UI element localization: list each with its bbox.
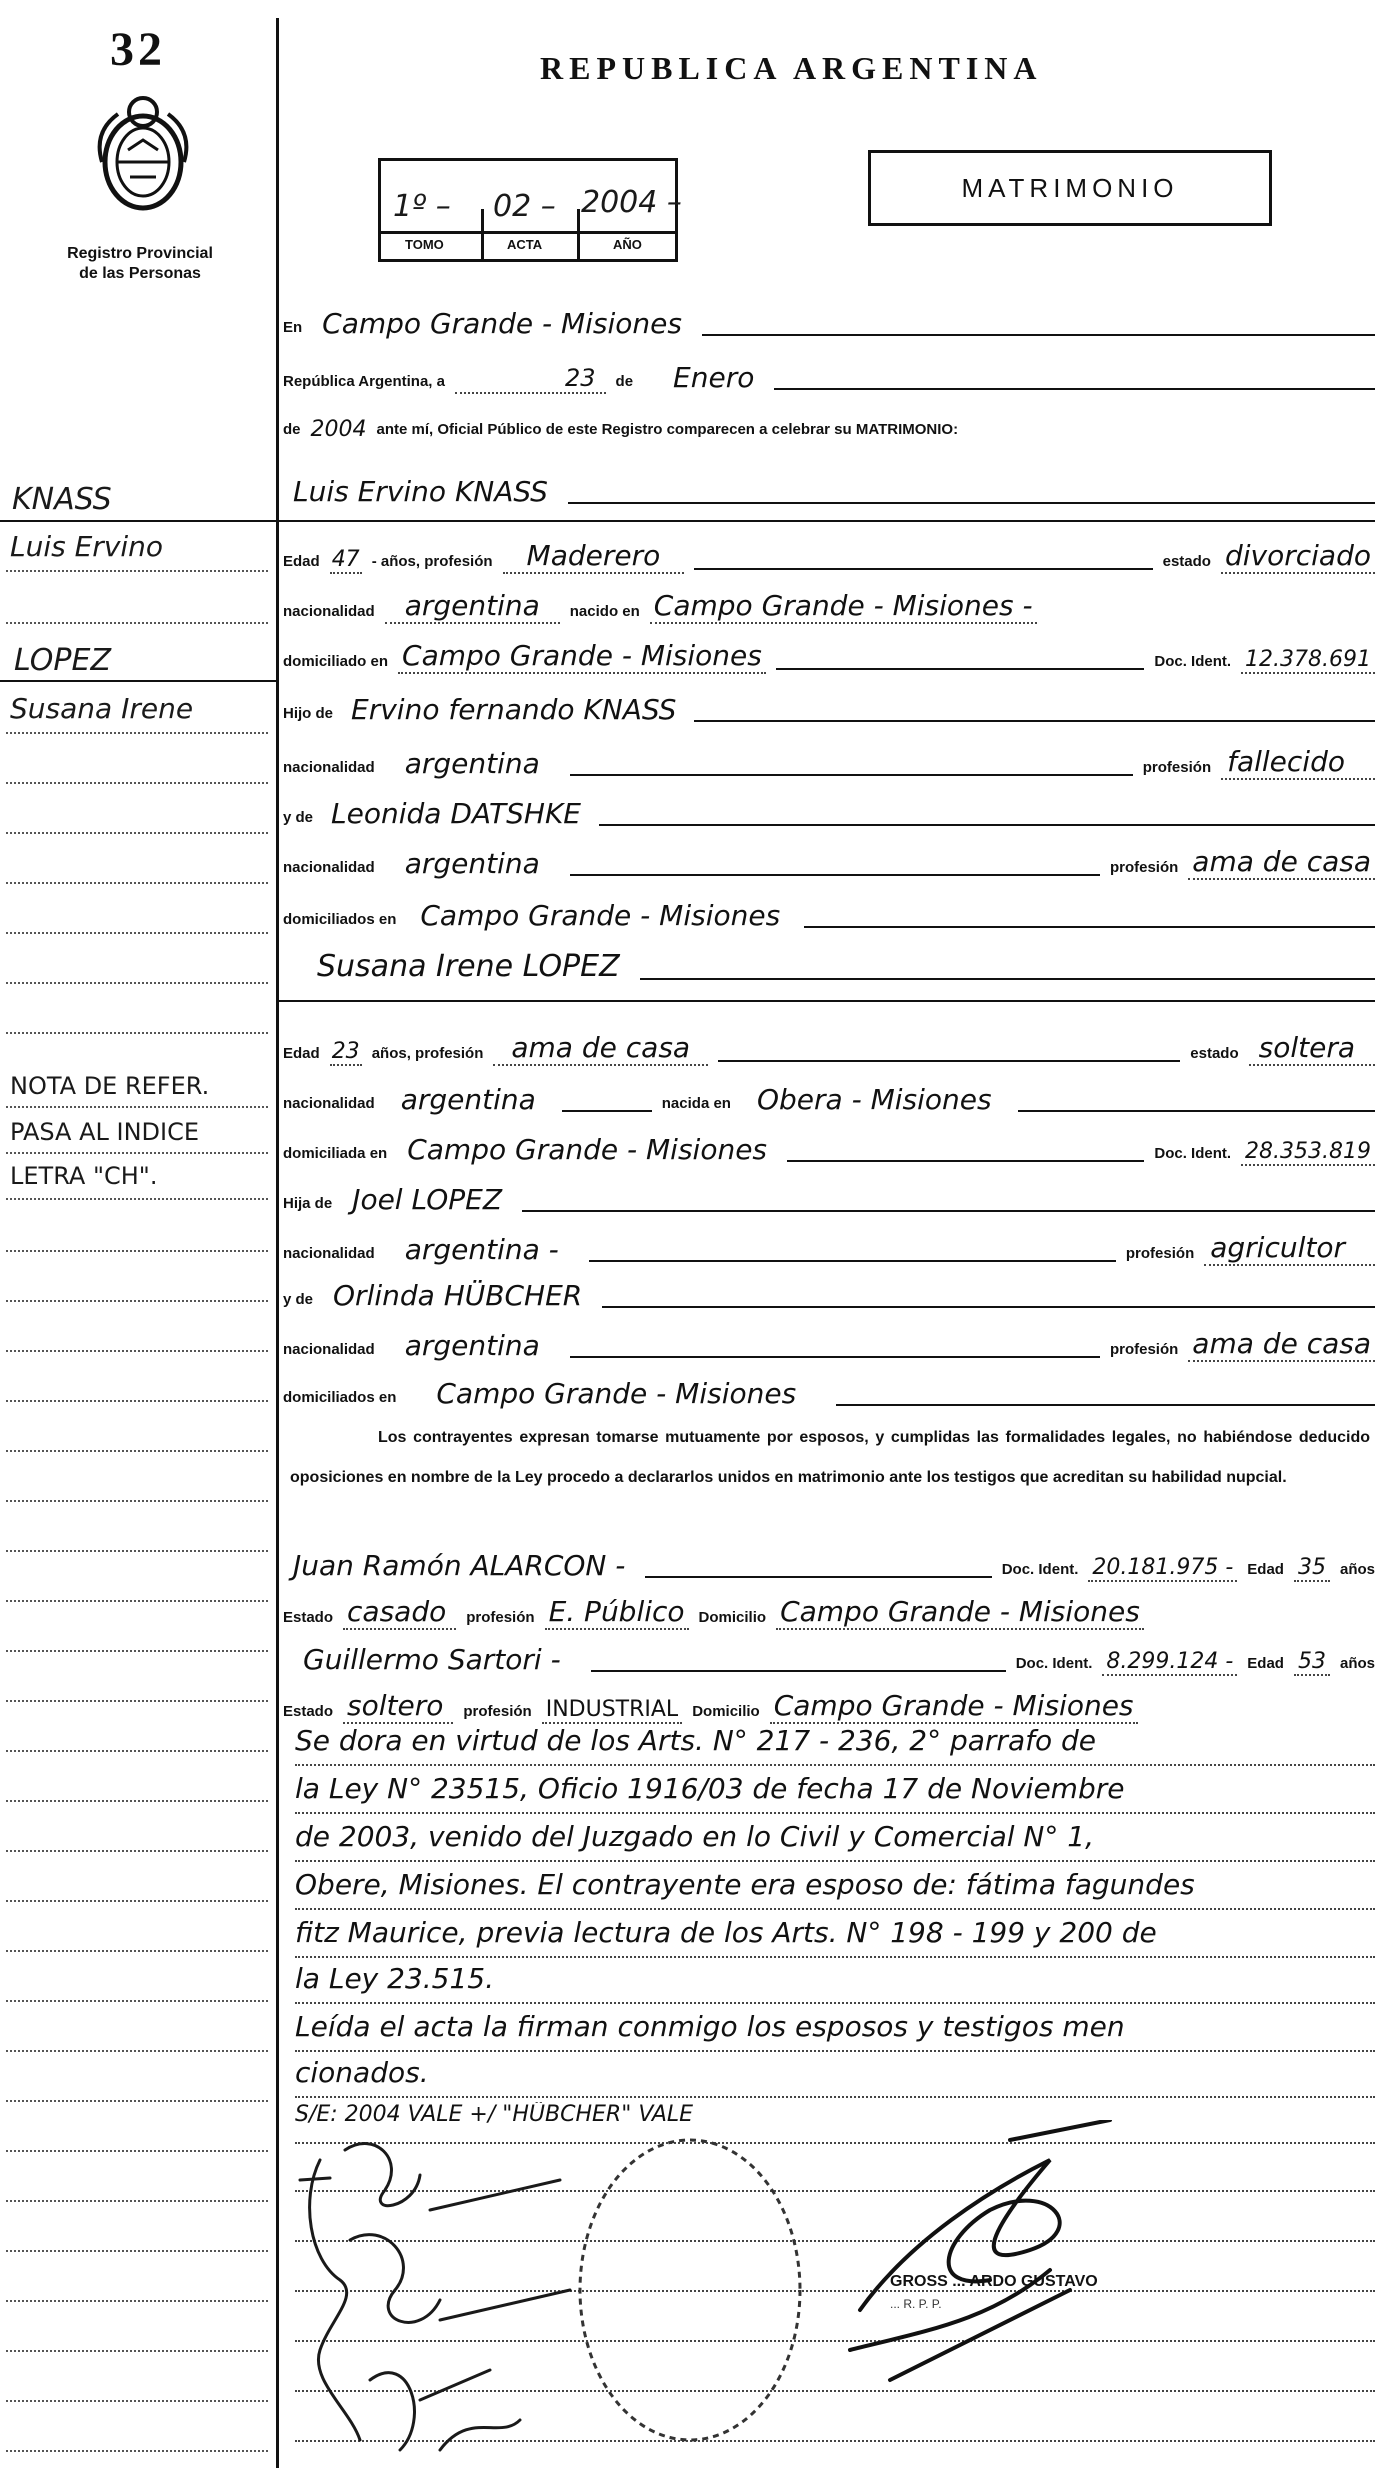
- bride-mother-nat-label: nacionalidad: [283, 1341, 375, 1358]
- margin-line: [6, 1198, 268, 1200]
- bride-nat-row: [283, 1072, 1375, 1116]
- margin-line: [6, 982, 268, 984]
- registry-line-2: de las Personas: [79, 265, 201, 282]
- margin-line: [6, 1400, 268, 1402]
- groom-mother-prof-label: profesión: [1109, 859, 1179, 876]
- witness2-doc: 8.299.124 -: [1102, 1649, 1237, 1676]
- fill-line: [774, 388, 1375, 390]
- witness2-domicile: Campo Grande - Misiones: [770, 1689, 1138, 1724]
- bride-doc-label: Doc. Ident.: [1154, 1145, 1232, 1162]
- bride-dom-row: [283, 1122, 1375, 1166]
- groom-hijo-label: Hijo de: [283, 705, 334, 722]
- bride-nacida-label: nacida en: [661, 1095, 731, 1112]
- bride-parents-dom-row: [283, 1366, 1375, 1410]
- official-seal: [580, 2140, 800, 2440]
- groom-mother-row: [283, 786, 1375, 830]
- groom-estado-label: estado: [1162, 553, 1211, 570]
- margin-line: [6, 1650, 268, 1652]
- witness2-estado: soltero: [343, 1689, 453, 1724]
- groom-nat-row: [283, 580, 1375, 624]
- margin-line: [6, 1750, 268, 1752]
- fill-line: [702, 334, 1375, 336]
- margin-line: [6, 932, 268, 934]
- margin-note-line-3: LETRA "CH".: [10, 1162, 158, 1190]
- bride-dom-label: domiciliada en: [283, 1145, 388, 1162]
- place-value: Campo Grande - Misiones: [322, 307, 682, 340]
- fill-line: [776, 668, 1145, 670]
- groom-yde-label: y de: [283, 809, 314, 826]
- witness1-detail-row: [283, 1586, 1375, 1630]
- margin-line: [6, 2000, 268, 2002]
- groom-parents-domicile: Campo Grande - Misiones: [420, 899, 781, 932]
- certificate-type-box: [868, 150, 1272, 226]
- fill-line: [562, 1110, 652, 1112]
- groom-domicile: Campo Grande - Misiones: [398, 639, 766, 674]
- fill-line: [591, 1670, 1006, 1672]
- margin-line: [6, 1700, 268, 1702]
- bride-mother-nat-row: [283, 1318, 1375, 1362]
- day-value: 23: [455, 364, 606, 394]
- note-line: la Ley N° 23515, Oficio 1916/03 de fecha 17 de Noviembre: [295, 1772, 1375, 1814]
- margin-line: [6, 1106, 268, 1108]
- bride-father-row: [283, 1172, 1375, 1216]
- fill-line: [694, 568, 1152, 570]
- bride-father-prof-label: profesión: [1125, 1245, 1195, 1262]
- margin-separator: [0, 520, 276, 522]
- bride-mother: Orlinda HÜBCHER: [333, 1279, 583, 1312]
- fill-line: [568, 502, 1375, 504]
- witness2-doc-label: Doc. Ident.: [1015, 1655, 1093, 1672]
- bride-father: Joel LOPEZ: [352, 1183, 503, 1216]
- bride-father-profession: agricultor: [1204, 1231, 1375, 1266]
- margin-line: [6, 2400, 268, 2402]
- margin-line: [6, 1250, 268, 1252]
- bride-age: 23: [331, 1039, 360, 1064]
- margin-line: [6, 1152, 268, 1154]
- bride-profession: ama de casa: [493, 1031, 708, 1066]
- signatures: [290, 2120, 1370, 2480]
- margin-line: [6, 1600, 268, 1602]
- witness2-detail-row: [283, 1680, 1375, 1724]
- country-title: REPUBLICA ARGENTINA: [540, 50, 1043, 86]
- groom-dom-row: [283, 630, 1375, 674]
- margin-line: [6, 2300, 268, 2302]
- margin-line: [6, 1300, 268, 1302]
- witness1-dom-label: Domicilio: [698, 1609, 767, 1626]
- fill-line: [640, 978, 1375, 980]
- groom-profession: Maderero: [503, 539, 685, 574]
- fill-line: [645, 1576, 991, 1578]
- bride-parents-domicile: Campo Grande - Misiones: [436, 1377, 797, 1410]
- witness1-age: 35: [1294, 1555, 1330, 1582]
- groom-parents-dom-row: [283, 888, 1375, 932]
- groom-nationality: argentina: [385, 589, 560, 624]
- margin-line: [6, 1900, 268, 1902]
- fill-line: [718, 1060, 1180, 1062]
- groom-nat-label: nacionalidad: [283, 603, 375, 620]
- groom-father-prof-label: profesión: [1142, 759, 1212, 776]
- groom-nacido-label: nacido en: [569, 603, 640, 620]
- groom-father-nat-row: [283, 736, 1375, 780]
- month-value: Enero: [673, 361, 755, 394]
- fill-line: [522, 1210, 1375, 1212]
- witness2-age: 53: [1294, 1649, 1330, 1676]
- note-line: fitz Maurice, previa lectura de los Arts. N° 198 - 199 y 200 de: [295, 1916, 1375, 1958]
- registry-name: [40, 244, 240, 284]
- section-separator: [279, 1000, 1375, 1002]
- stamp-line-2: ... R. P. P.: [890, 2297, 942, 2311]
- bride-estado-label: estado: [1190, 1045, 1239, 1062]
- margin-line: [6, 622, 268, 624]
- bride-doc: 28.353.819: [1241, 1139, 1375, 1166]
- margin-line: [6, 1800, 268, 1802]
- fill-line: [602, 1306, 1375, 1308]
- page-number: 32: [110, 23, 166, 76]
- groom-estado: divorciado: [1221, 539, 1375, 574]
- margin-line: [6, 882, 268, 884]
- margin-line: [6, 2450, 268, 2452]
- fill-line: [1018, 1110, 1375, 1112]
- margin-bride-surname: LOPEZ: [14, 643, 112, 678]
- groom-full-name: Luis Ervino KNASS: [293, 475, 548, 508]
- witness2-row: [283, 1632, 1375, 1676]
- acta-box-col-divider: [577, 209, 580, 261]
- margin-line: [6, 1550, 268, 1552]
- fill-line: [599, 824, 1375, 826]
- witness1-anos-label: años: [1339, 1561, 1375, 1578]
- witness1-profession: E. Público: [545, 1595, 689, 1630]
- bride-yde-label: y de: [283, 1291, 314, 1308]
- groom-anos-label: - años, profesión: [371, 553, 493, 570]
- acta-box: [378, 158, 682, 262]
- groom-edad-label: Edad: [283, 553, 320, 570]
- groom-mother-nat-row: [283, 836, 1375, 880]
- bride-domicile: Campo Grande - Misiones: [407, 1133, 768, 1166]
- note-line: S/E: 2004 VALE +/ "HÜBCHER" VALE: [295, 2102, 1375, 2144]
- note-line: Leída el acta la firman conmigo los esposos y testigos men: [295, 2010, 1375, 2052]
- bride-mother-profession: ama de casa: [1188, 1327, 1375, 1362]
- note-line: Obere, Misiones. El contrayente era esposo de: fátima fagundes: [295, 1868, 1375, 1910]
- witness1-domicile: Campo Grande - Misiones: [776, 1595, 1144, 1630]
- registry-line-1: Registro Provincial: [67, 245, 213, 262]
- note-line: de 2003, venido del Juzgado en lo Civil y Comercial N° 1,: [295, 1820, 1375, 1862]
- fill-line: [570, 1356, 1100, 1358]
- stamp-line-1: GROSS ... ARDO GUSTAVO: [890, 2273, 1098, 2290]
- witness1-edad-label: Edad: [1247, 1561, 1284, 1578]
- groom-mother-nationality: argentina: [404, 847, 540, 880]
- bride-anos-label: años, profesión: [371, 1045, 484, 1062]
- witness2-profession: INDUSTRIAL: [542, 1697, 682, 1724]
- statement-row: [283, 398, 1375, 442]
- groom-age-row: [283, 530, 1375, 574]
- groom-father-nationality: argentina: [404, 747, 540, 780]
- year-prefix: de: [283, 421, 301, 438]
- bride-estado: soltera: [1249, 1031, 1375, 1066]
- margin-line: [6, 1350, 268, 1352]
- groom-doc: 12.378.691: [1241, 647, 1375, 674]
- groom-mother-profession: ama de casa: [1188, 845, 1375, 880]
- margin-line: [6, 1450, 268, 1452]
- margin-line: [6, 1500, 268, 1502]
- groom-dom-label: domiciliado en: [283, 653, 389, 670]
- date-row: [283, 350, 1375, 394]
- groom-doc-label: Doc. Ident.: [1154, 653, 1232, 670]
- bride-mother-prof-label: profesión: [1109, 1341, 1179, 1358]
- bride-hija-label: Hija de: [283, 1195, 333, 1212]
- bride-birthplace: Obera - Misiones: [756, 1083, 992, 1116]
- margin-line: [6, 2350, 268, 2352]
- bride-parents-dom-label: domiciliados en: [283, 1389, 397, 1406]
- groom-father-profession: fallecido: [1221, 745, 1375, 780]
- certificate-type: MATRIMONIO: [961, 172, 1179, 203]
- margin-note-line-2: PASA AL INDICE: [10, 1118, 200, 1146]
- margin-groom-names: Luis Ervino: [10, 530, 164, 563]
- fill-line: [787, 1160, 1144, 1162]
- witness1-name: Juan Ramón ALARCON -: [293, 1549, 626, 1582]
- margin-groom-surname: KNASS: [12, 482, 112, 517]
- signature-official: [850, 2120, 1110, 2380]
- margin-line: [6, 1032, 268, 1034]
- fill-line: [836, 1404, 1375, 1406]
- margin-line: [6, 1850, 268, 1852]
- ano-value: 2004 –: [581, 185, 682, 220]
- groom-birthplace: Campo Grande - Misiones -: [650, 589, 1037, 624]
- witness1-estado: casado: [343, 1595, 456, 1630]
- groom-father-row: [283, 682, 1375, 726]
- margin-line: [6, 570, 268, 572]
- bride-mother-nationality: argentina: [404, 1329, 540, 1362]
- year-value: 2004: [310, 417, 367, 442]
- witness2-name: Guillermo Sartori -: [303, 1643, 561, 1676]
- de-label: de: [615, 373, 634, 390]
- acta-value: 02 –: [493, 189, 556, 224]
- witness2-edad-label: Edad: [1247, 1655, 1284, 1672]
- fill-line: [589, 1260, 1116, 1262]
- acta-label: ACTA: [507, 237, 543, 252]
- tomo-value: 1º –: [393, 189, 451, 224]
- margin-line: [6, 2050, 268, 2052]
- witness2-estado-label: Estado: [283, 1703, 334, 1720]
- note-line: cionados.: [295, 2056, 1375, 2098]
- republica-label: República Argentina, a: [283, 373, 445, 390]
- margin-line: [6, 1950, 268, 1952]
- margin-line: [6, 2250, 268, 2252]
- groom-mother-nat-label: nacionalidad: [283, 859, 375, 876]
- bride-father-nationality: argentina -: [404, 1233, 559, 1266]
- bride-nat-label: nacionalidad: [283, 1095, 375, 1112]
- signature-left: [300, 2144, 570, 2450]
- place-row: [283, 296, 1375, 340]
- margin-line: [6, 2100, 268, 2102]
- margin-separator: [0, 680, 276, 682]
- fill-line: [570, 774, 1133, 776]
- witness2-anos-label: años: [1339, 1655, 1375, 1672]
- fill-line: [804, 926, 1375, 928]
- bride-name-row: [283, 940, 1375, 984]
- margin-line: [6, 732, 268, 734]
- groom-mother: Leonida DATSHKE: [331, 797, 581, 830]
- acta-box-divider: [378, 231, 678, 234]
- margin-line: [6, 832, 268, 834]
- margin-line: [6, 2200, 268, 2202]
- tomo-label: TOMO: [405, 237, 444, 252]
- section-separator: [279, 520, 1375, 522]
- witness1-row: [283, 1538, 1375, 1582]
- witness1-doc-label: Doc. Ident.: [1001, 1561, 1079, 1578]
- groom-name-row: [283, 464, 1375, 508]
- fill-line: [694, 720, 1375, 722]
- acta-box-col-divider: [481, 209, 484, 261]
- witness2-dom-label: Domicilio: [692, 1703, 760, 1720]
- bride-father-nat-label: nacionalidad: [283, 1245, 375, 1262]
- witness2-prof-label: profesión: [463, 1703, 532, 1720]
- bride-father-nat-row: [283, 1222, 1375, 1266]
- witness1-prof-label: profesión: [466, 1609, 535, 1626]
- bride-age-row: [283, 1022, 1375, 1066]
- bride-mother-row: [283, 1268, 1375, 1312]
- fill-line: [570, 874, 1100, 876]
- bride-edad-label: Edad: [283, 1045, 320, 1062]
- margin-line: [6, 2150, 268, 2152]
- witness1-doc: 20.181.975 -: [1088, 1555, 1237, 1582]
- groom-parents-dom-label: domiciliados en: [283, 911, 397, 928]
- bride-full-name: Susana Irene LOPEZ: [317, 949, 620, 984]
- statement-text: ante mí, Oficial Público de este Registro comparecen a celebrar su MATRIMONIO:: [376, 421, 959, 438]
- bride-nationality: argentina: [400, 1083, 536, 1116]
- ano-label: AÑO: [613, 237, 642, 252]
- groom-father-nat-label: nacionalidad: [283, 759, 375, 776]
- margin-note-line-1: NOTA DE REFER.: [10, 1072, 210, 1100]
- witness1-estado-label: Estado: [283, 1609, 334, 1626]
- coat-of-arms-icon: [88, 92, 198, 222]
- vertical-rule: [276, 18, 279, 2468]
- en-label: En: [283, 319, 303, 336]
- declaration-text: Los contrayentes expresan tomarse mutuamente por esposos, y cumplidas las formalidades legales, no habiéndose deducido oposiciones en nombre de la Ley procedo a declararlos unidos en matrimonio ante los testigos que acreditan su habilidad nupcial.: [290, 1429, 1370, 1486]
- margin-bride-names: Susana Irene: [10, 692, 194, 725]
- groom-age: 47: [331, 547, 360, 572]
- note-line: Se dora en virtud de los Arts. N° 217 - 236, 2° parrafo de: [295, 1724, 1375, 1766]
- note-line: la Ley 23.515.: [295, 1962, 1375, 2004]
- margin-line: [6, 782, 268, 784]
- groom-father: Ervino fernando KNASS: [351, 693, 677, 726]
